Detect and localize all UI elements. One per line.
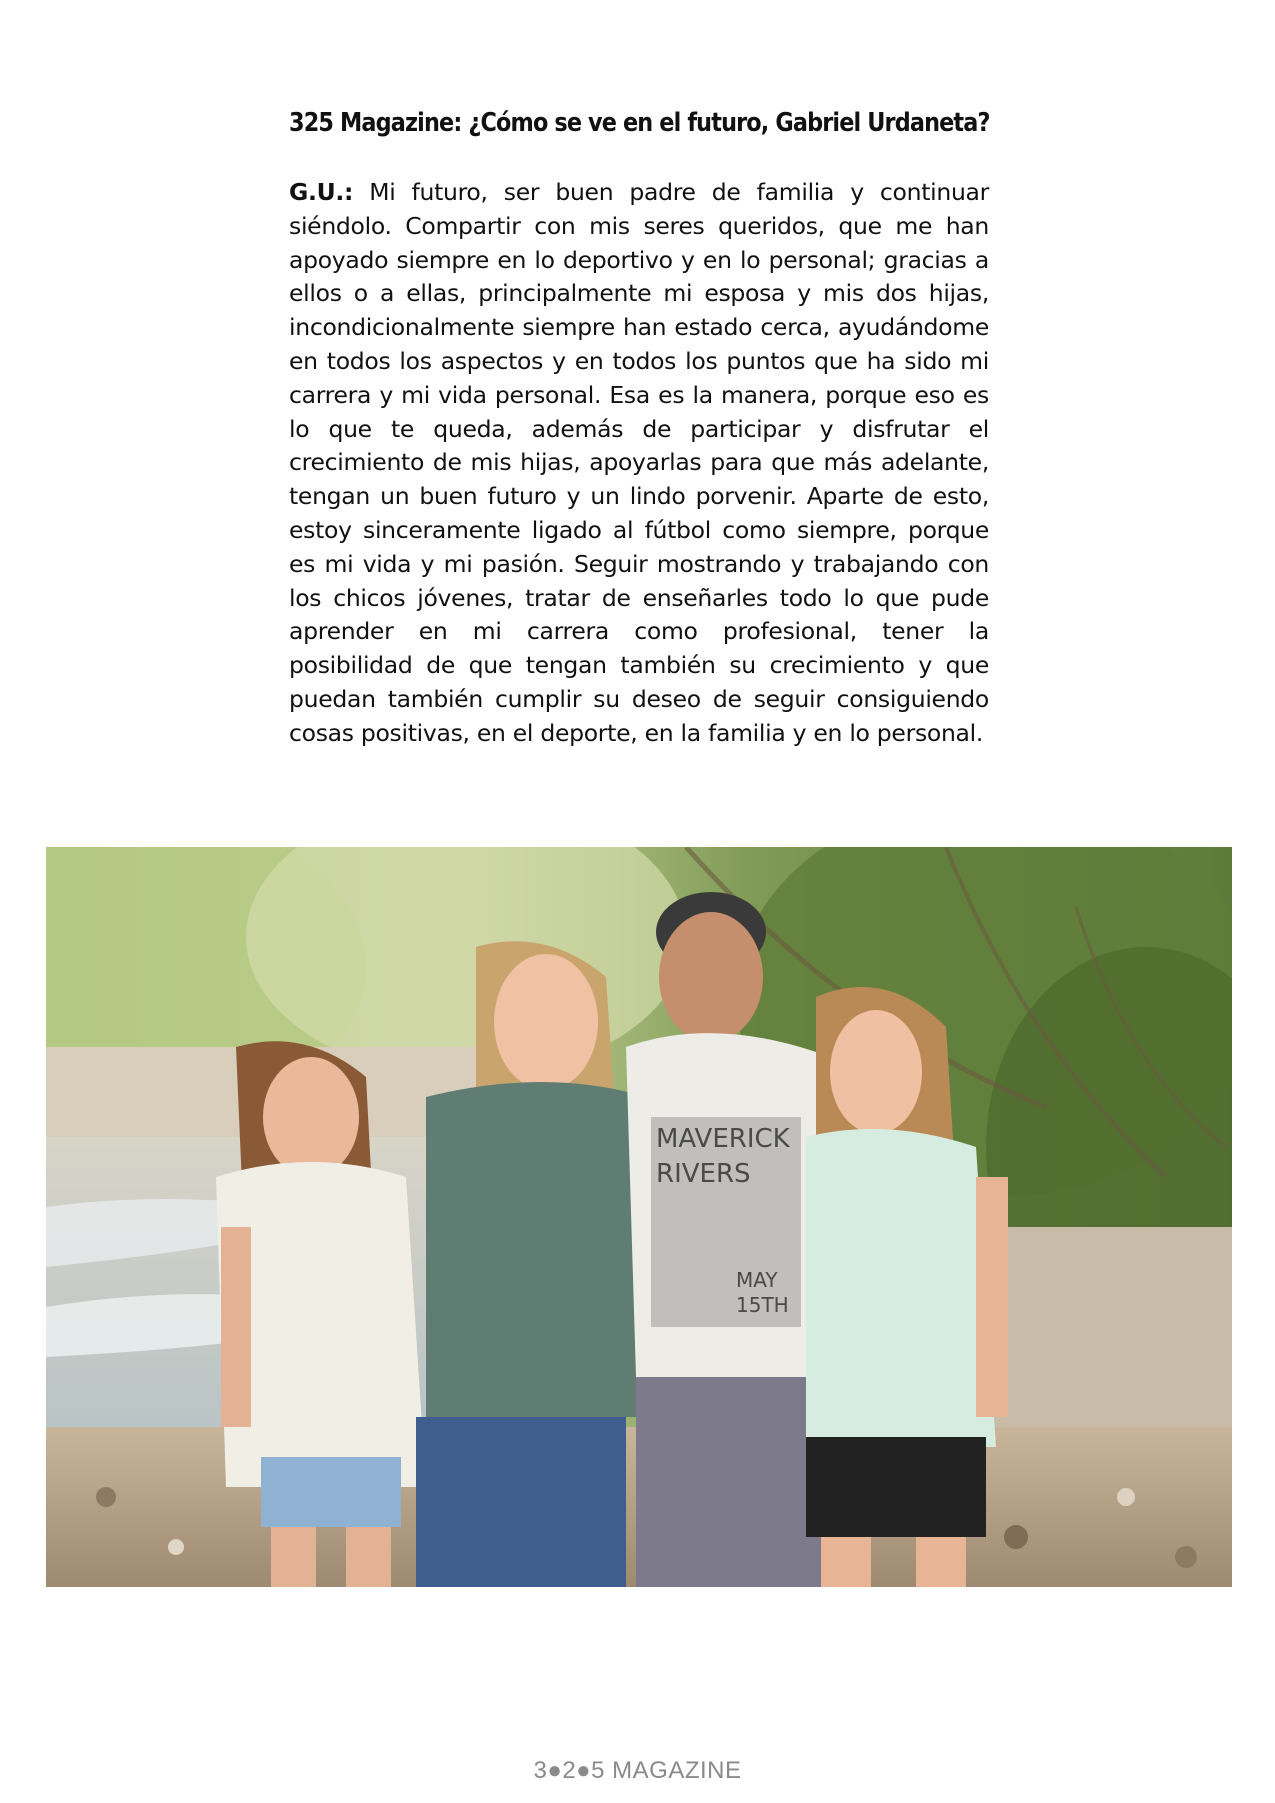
family-photo <box>46 847 1232 1587</box>
shirt-text-1: MAVERICK <box>656 1124 790 1154</box>
speaker-initials: G.U.: <box>289 178 354 206</box>
article-title: 325 Magazine: ¿Cómo se ve en el futuro, Gabriel Urdaneta? <box>289 108 990 138</box>
shirt-text-4: 15TH <box>736 1293 789 1317</box>
answer-text: Mi futuro, ser buen padre de familia y continuar siéndolo. Compartir con mis seres queridos, que me han apoyado siempre en lo deportivo y en lo personal; gracias a ellos o a ellas, principalmente mi esposa y mis dos hijas, incondicionalmente siempre han estado cerca, ayudándome en todos los aspectos y en todos los puntos que ha sido mi carrera y mi vida personal. Esa es la manera, porque eso es lo que te queda, además de participar y disfrutar el crecimiento de mis hijas, apoyarlas para que más adelante, tengan un buen futuro y un lindo porvenir. Aparte de esto, estoy sinceramente ligado al fútbol como siempre, porque es mi vida y mi pasión. Seguir mostrando y trabajando con los chicos jóvenes, tratar de enseñarles todo lo que pude aprender en mi carrera como profesional, tener la posibilidad de que tengan también su crecimiento y que puedan también cumplir su deseo de seguir consiguiendo cosas positivas, en el deporte, en la familia y en lo personal. <box>289 178 989 747</box>
article-body <box>289 176 989 751</box>
shirt-text-3: MAY <box>736 1268 778 1292</box>
shirt-text-2: RIVERS <box>656 1159 751 1189</box>
footer-brand: 3●2●5 MAGAZINE <box>533 1757 742 1784</box>
